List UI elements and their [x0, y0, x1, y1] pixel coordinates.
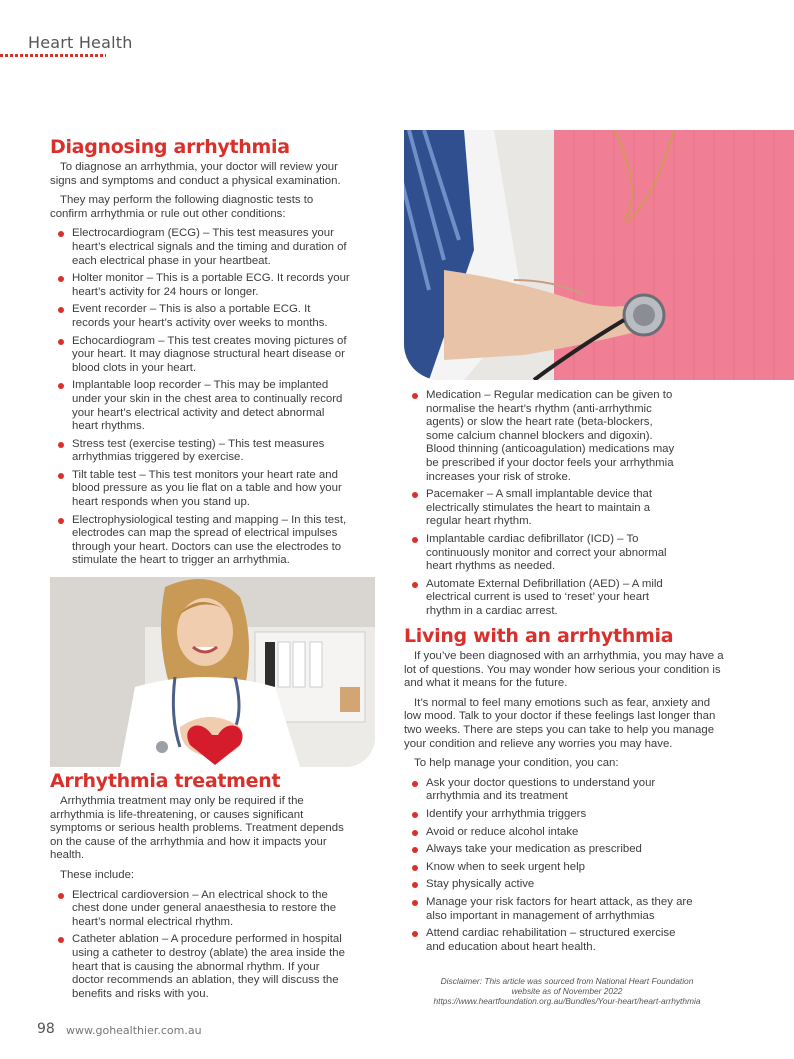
header-rule	[0, 54, 106, 57]
list-item: Stay physically active	[404, 878, 694, 892]
living-title: Living with an arrhythmia	[404, 625, 674, 647]
list-item: Holter monitor – This is a portable ECG. It records your heart’s activity for 24 hours or longer.	[50, 272, 350, 299]
list-item: Electrophysiological testing and mapping – In this test, electrodes can map the spread of electrical impulses through your heart. Doctors can use the electrodes to stimulate the heart to trigger an arrhythmia.	[50, 514, 350, 568]
disclaimer	[410, 976, 724, 1006]
list-item: Know when to seek urgent help	[404, 861, 694, 875]
living-tips-list	[404, 777, 694, 955]
treatment-title: Arrhythmia treatment	[50, 770, 281, 792]
list-item: Event recorder – This is also a portable ECG. It records your heart’s activity over weeks to months.	[50, 303, 350, 330]
treatment-list-right	[404, 389, 680, 619]
footer-url: www.gohealthier.com.au	[66, 1024, 202, 1037]
section-label: Heart Health	[28, 33, 133, 52]
treatment-intro: Arrhythmia treatment may only be required if the arrhythmia is life-threatening, or causes significant symptoms or serious health problems. Treatment depends on the cause of the arrhythmia and how it impacts your health.	[50, 795, 344, 862]
list-item: Ask your doctor questions to understand your arrhythmia and its treatment	[404, 777, 694, 804]
diagnosing-tests-intro: They may perform the following diagnostic tests to confirm arrhythmia or rule out other conditions:	[50, 194, 314, 220]
disclaimer-url: https://www.heartfoundation.org.au/Bundles/Your-heart/heart-arrhythmia	[433, 996, 701, 1006]
diagnosing-intro: To diagnose an arrhythmia, your doctor will review your signs and symptoms and conduct a physical examination.	[50, 161, 341, 187]
list-item: Avoid or reduce alcohol intake	[404, 826, 694, 840]
list-item: Attend cardiac rehabilitation – structured exercise and education about heart health.	[404, 927, 694, 954]
list-item: Tilt table test – This test monitors your heart rate and blood pressure as you lie flat on a table and how your heart responds when you stand up.	[50, 469, 350, 510]
treatment-continued	[404, 389, 680, 623]
disclaimer-line: Disclaimer: This article was sourced from National Heart Foundation	[440, 976, 694, 986]
diagnosing-section	[50, 136, 350, 572]
list-item: Manage your risk factors for heart attack, as they are also important in management of arrhythmias	[404, 896, 694, 923]
list-item: Medication – Regular medication can be given to normalise the heart’s rhythm (anti-arrhythmic agents) or slow the heart rate (beta-blockers, some calcium channel blockers and digoxin). Blood thinning (anticoagulation) medications may be prescribed if your doctor feels your arrhythmia increases your risk of stroke.	[404, 389, 680, 484]
list-item: Echocardiogram – This test creates moving pictures of your heart. It may diagnose structural heart disease or blood clots in your heart.	[50, 335, 350, 376]
list-item: Stress test (exercise testing) – This test measures arrhythmias triggered by exercise.	[50, 438, 350, 465]
diagnosing-title: Diagnosing arrhythmia	[50, 136, 290, 158]
living-list-intro: To help manage your condition, you can:	[414, 757, 619, 770]
disclaimer-line: website as of November 2022	[511, 986, 623, 996]
stethoscope-photo	[404, 130, 794, 380]
list-item: Implantable cardiac defibrillator (ICD) – To continuously monitor and correct your abnormal heart rhythms as needed.	[404, 533, 680, 574]
treatment-list-intro: These include:	[60, 868, 135, 881]
doctor-heart-photo	[50, 577, 375, 767]
living-emotions: It’s normal to feel many emotions such as fear, anxiety and low mood. Talk to your doctor if these feelings last longer than two weeks. There are steps you can take to help you manage your condition and relieve any worries you may have.	[404, 696, 716, 750]
treatment-section	[50, 770, 350, 1005]
treatment-list-left	[50, 889, 350, 1002]
doctor-illustration	[50, 577, 375, 767]
list-item: Pacemaker – A small implantable device that electrically stimulates the heart to maintain a regular heart rhythm.	[404, 488, 680, 529]
list-item: Implantable loop recorder – This may be implanted under your skin in the chest area to continually record your heart’s electrical activity and detect abnormal heart rhythms.	[50, 379, 350, 433]
list-item: Automate External Defibrillation (AED) – A mild electrical current is used to ‘reset’ your heart rhythm in a cardiac arrest.	[404, 578, 680, 619]
list-item: Catheter ablation – A procedure performed in hospital using a catheter to destroy (ablate) the area inside the heart that is causing the abnormal rhythm. If your doctor recommends an ablation, they will discuss the benefits and risks with you.	[50, 933, 350, 1001]
list-item: Identify your arrhythmia triggers	[404, 808, 694, 822]
diagnostic-tests-list	[50, 227, 350, 568]
list-item: Always take your medication as prescribed	[404, 843, 694, 857]
stethoscope-illustration	[404, 130, 794, 380]
list-item: Electrical cardioversion – An electrical shock to the chest done under general anaesthesia to restore the heart’s normal electrical rhythm.	[50, 889, 350, 930]
living-intro: If you’ve been diagnosed with an arrhythmia, you may have a lot of questions. You may wonder how serious your condition is and what it means for the future.	[404, 650, 724, 690]
living-section	[404, 625, 726, 958]
list-item: Electrocardiogram (ECG) – This test measures your heart’s electrical signals and the timing and duration of each electrical phase in your heartbeat.	[50, 227, 350, 268]
page-number: 98	[37, 1021, 55, 1037]
